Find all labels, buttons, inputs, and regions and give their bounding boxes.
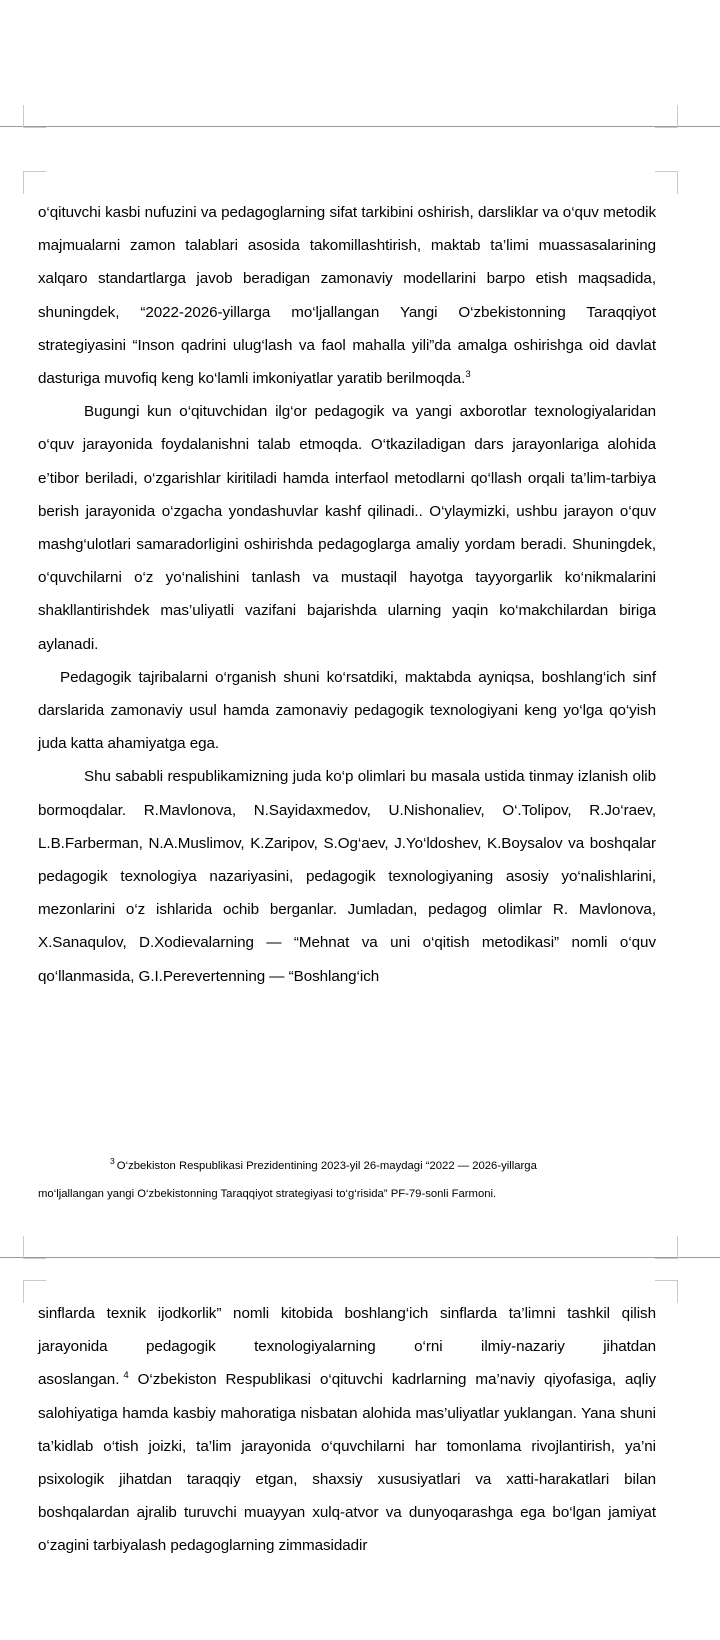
footnote-block-page-one [38,1152,656,1208]
page-two-body [38,1297,656,1563]
footnote-line-two [38,1180,656,1208]
page-one-body [38,196,656,993]
paragraph-scholars-list [38,760,656,992]
paragraph-text: o‘qituvchi kasbi nufuzini va pedagoglarning sifat tarkibini oshirish, darsliklar va o‘quv metodik majmualarni zamon talablari asosida takomillashtirish, maktab ta’limi muassasalarining xalqaro standartlarga javob beradigan zamonaviy modellarini barpo etish maqsadida, shuningdek, “2022-2026-yillarga mo‘ljallangan Yangi O‘zbekistonning Taraqqiyot strategiyasini “Inson qadrini ulug‘lash va faol mahalla yili”da amalga oshirishga oid davlat dasturiga muvofiq keng ko‘lamli imkoniyatlar yaratib berilmoqda. [38,204,656,388]
page-boundary-rule-top [0,126,720,127]
page-bottom-clip [0,1600,720,1640]
paragraph-continuation [38,1297,656,1563]
crop-mark-bottom-left-page-one [23,1236,46,1259]
crop-mark-top-left-page-one [23,171,46,194]
crop-mark-bottom-right-previous-page [655,105,678,128]
paragraph-text: Bugungi kun o‘qituvchidan ilg‘or pedagogik va yangi axborotlar texnologiyalaridan o‘quv jarayonida foydalanishni talab etmoqda. O‘tkaziladigan dars jarayonlariga alohida e’tibor beriladi, o‘zgarishlar kiritiladi hamda interfaol metodlarni qo‘llash orqali ta’lim-tarbiya berish jarayonida o‘zgacha yondashuvlar kashf qilinadi.. O‘ylaymizki, ushbu jarayon o‘quv mashg‘ulotlari samaradorligini oshirishda pedagoglarga amaliy yordam beradi. Shuningdek, o‘quvchilarni o‘z yo‘nalishini tanlash va mustaqil hayotga tayyorgarlik ko‘nikmalarini shakllantirishdek mas’uliyatli vazifani bajarishda ularning yaqin ko‘makchilardan biriga aylanadi. [38,403,656,653]
footnote-text-line-one: O‘zbekiston Respublikasi Prezidentining 2023-yil 26-maydagi “2022 — 2026-yillarga [116,1160,537,1172]
footnote-reference-4[interactable]: 4 [123,1370,129,1382]
footnote-reference-3[interactable]: 3 [465,368,471,380]
paragraph-text-part-two: O‘zbekiston Respublikasi o‘qituvchi kadrlarning ma’naviy qiyofasiga, aqliy salohiyatiga hamda kasbiy mahoratiga nisbatan alohida mas’uliyatlar yuklangan. Yana shuni ta’kidlab o‘tish joizki, ta’lim jarayonida o‘quvchilarni har tomonlama rivojlantirish, ya’ni psixologik jihatdan taraqqiy etgan, shaxsiy xususiyatlari va xatti-harakatlari bilan boshqalardan ajralib turuvchi muayyan xulq-atvor va dunyoqarashga ega bo‘lgan jamiyat o‘zagini tarbiyalash pedagoglarning zimmasidadir [38,1371,657,1555]
paragraph-modern-teacher [38,395,656,661]
paragraph-opening [38,196,656,395]
page-boundary-rule-break [0,1257,720,1258]
crop-mark-bottom-right-page-one [655,1236,678,1259]
paragraph-text: Shu sababli respublikamizning juda ko‘p olimlari bu masala ustida tinmay izlanish olib bormoqdalar. R.Mavlonova, N.Sayidaxmedov, U.Nishonaliev, O‘.Tolipov, R.Jo‘raev, L.B.Farberman, N.A.Muslimov, K.Zaripov, S.Og‘aev, J.Yo‘ldoshev, K.Boysalov va boshqalar pedagogik texnologiya nazariyasini, pedagogik texnologiyaning asosiy yo‘nalishlarini, mezonlarini o‘z ishlarida ochib berganlar. Jumladan, pedagog olimlar R. Mavlonova, X.Sanaqulov, D.Xodievalarning — “Mehnat va uni o‘qitish metodikasi” nomli o‘quv qo‘llanmasida, G.I.Perevertenning — “Boshlang‘ich [38,768,656,985]
crop-mark-bottom-left-previous-page [23,105,46,128]
footnote-number-3: 3 [110,1156,115,1167]
paragraph-text-part-one: sinflarda texnik ijodkorlik” nomli kitobida boshlang‘ich sinflarda ta’limni tashkil qilish jarayonida pedagogik texnologiyalarning o‘rni ilmiy-nazariy jihatdan asoslangan. [38,1305,656,1389]
crop-mark-top-right-page-two [655,1280,678,1303]
footnote-line-one [38,1152,656,1180]
crop-mark-top-right-page-one [655,171,678,194]
paragraph-text: Pedagogik tajribalarni o‘rganish shuni ko‘rsatdiki, maktabda ayniqsa, boshlang‘ich sinf darslarida zamonaviy usul hamda zamonaviy pedagogik texnologiyani keng yo‘lga qo‘yish juda katta ahamiyatga ega. [38,668,656,753]
footnote-text-line-two: mo‘ljallangan yangi O‘zbekistonning Taraqqiyot strategiyasi to‘g‘risida” PF-79-sonli Farmoni. [38,1188,497,1200]
paragraph-pedagogical-experience [38,661,656,761]
